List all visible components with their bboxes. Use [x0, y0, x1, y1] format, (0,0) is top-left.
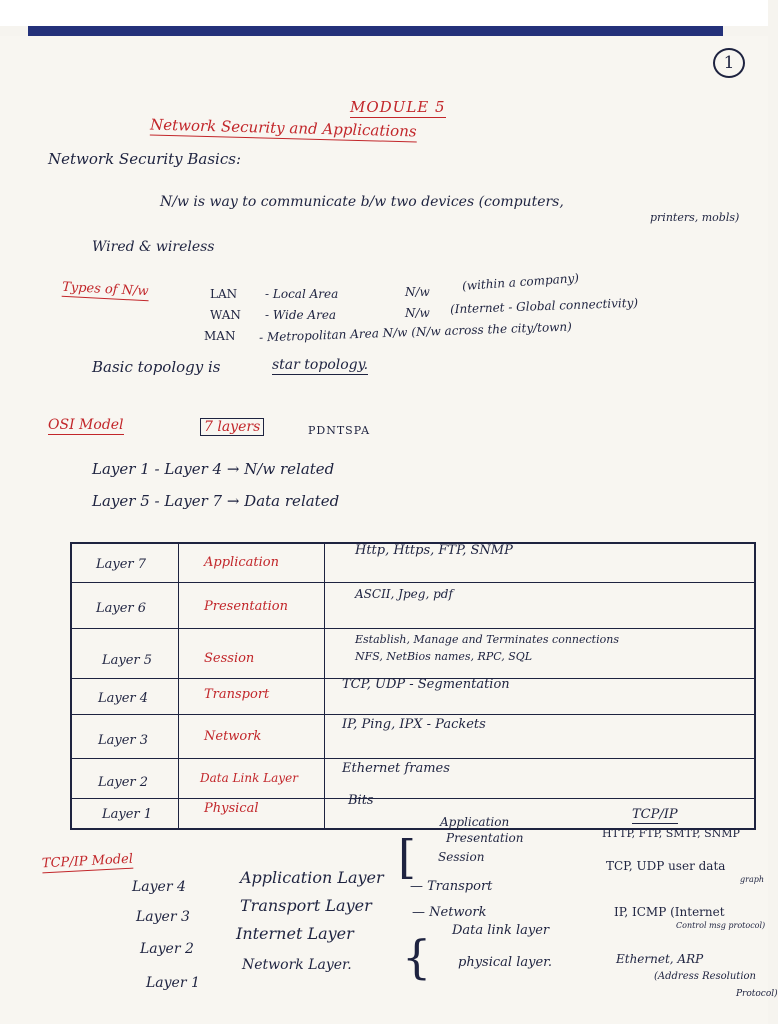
table-cell-layer: Layer 4: [98, 691, 149, 706]
osi-layer-range-2: Layer 5 - Layer 7 → Data related: [92, 492, 340, 510]
table-cell-name: Physical: [204, 801, 259, 816]
table-cell-protocols: TCP, UDP - Segmentation: [342, 677, 510, 692]
tcpip-application-layer: Application Layer: [240, 868, 384, 887]
tcpip-map-network: — Network: [412, 905, 487, 920]
type-row-wan-note: (Internet - Global connectivity): [449, 295, 639, 317]
type-row-lan-desc: - Local Area: [265, 287, 339, 301]
notebook-page: [0, 36, 768, 1024]
brace-bottom-item: Data link layer: [452, 923, 550, 938]
tcpip-model-label: TCP/IP Model: [41, 851, 134, 872]
table-cell-layer: Layer 1: [102, 807, 153, 822]
table-cell-protocols: ASCII, Jpeg, pdf: [355, 587, 453, 601]
topology-value: star topology.: [272, 357, 369, 373]
table-cell-protocols: Ethernet frames: [342, 761, 450, 776]
tcpip-layer-3: Layer 3: [136, 909, 190, 925]
table-cell-protocols: IP, Ping, IPX - Packets: [342, 717, 486, 732]
basics-definition-cont: printers, mobls): [650, 211, 740, 224]
table-cell-name: Session: [204, 651, 255, 666]
brace-bottom-item: physical layer.: [458, 955, 553, 970]
table-cell-layer: Layer 7: [96, 557, 147, 572]
table-cell-layer: Layer 3: [98, 733, 149, 748]
tcpip-heading: TCP/IP: [632, 807, 678, 822]
tcpip-protocols-layer-2-note: Control msg protocol): [676, 921, 766, 930]
type-row-man-code: MAN: [204, 329, 236, 343]
table-cell-name: Presentation: [204, 599, 288, 614]
brace-top-item: Application: [440, 815, 510, 829]
table-cell-layer: Layer 2: [98, 775, 149, 790]
top-margin: [0, 0, 768, 26]
table-cell-protocols: Establish, Manage and Terminates connections: [355, 633, 619, 646]
table-row: [72, 582, 754, 629]
tcpip-protocols-layer-1-note: (Address Resolution: [654, 971, 756, 982]
type-row-wan-code: WAN: [210, 308, 241, 322]
notebook-binding-strip: [28, 26, 723, 36]
module-subtitle: Network Security and Applications: [149, 115, 417, 141]
table-cell-protocols-2: NFS, NetBios names, RPC, SQL: [355, 650, 533, 663]
tcpip-protocols-layer-2: IP, ICMP (Internet: [614, 905, 725, 919]
tcpip-map-transport: — Transport: [410, 879, 493, 894]
tcpip-layer-2: Layer 2: [140, 941, 194, 957]
table-cell-protocols: Bits: [348, 793, 374, 808]
wired-wireless-note: Wired & wireless: [92, 239, 215, 255]
tcpip-layer-4: Layer 4: [132, 879, 186, 895]
topology-text: Basic topology is: [92, 358, 221, 376]
osi-mnemonic: PDNTSPA: [308, 424, 371, 437]
table-cell-name: Network: [204, 729, 262, 744]
osi-layer-range-1: Layer 1 - Layer 4 → N/w related: [92, 460, 335, 478]
osi-seven-layers-box: 7 layers: [200, 418, 264, 436]
osi-model-label: OSI Model: [48, 417, 124, 433]
type-row-lan-code: LAN: [210, 287, 238, 301]
tcpip-internet-layer: Internet Layer: [236, 924, 354, 943]
brace-top-item: Presentation: [446, 831, 524, 845]
tcpip-protocols-layer-4: HTTP, FTP, SMTP, SNMP: [602, 827, 740, 840]
table-cell-name: Application: [204, 555, 279, 570]
table-row: [72, 544, 754, 583]
types-of-nw-label: Types of N/w: [61, 279, 149, 300]
table-cell-name: Data Link Layer: [200, 771, 298, 785]
table-cell-protocols: Http, Https, FTP, SNMP: [355, 543, 513, 558]
table-row: [72, 758, 754, 799]
table-row: [72, 714, 754, 759]
tcpip-protocols-layer-1: Ethernet, ARP: [616, 952, 704, 966]
type-row-lan-note: (within a company): [461, 270, 580, 294]
table-cell-layer: Layer 6: [96, 601, 147, 616]
tcpip-network-layer: Network Layer.: [242, 957, 352, 973]
brace-top-icon: [: [398, 830, 416, 884]
tcpip-protocols-layer-1-note-2: Protocol): [736, 989, 778, 999]
type-row-man-desc: - Metropolitan Area N/w (N/w across the city/town): [258, 319, 573, 345]
table-cell-layer: Layer 5: [102, 653, 153, 668]
osi-layer-table: [70, 542, 756, 830]
table-row: [72, 628, 754, 679]
tcpip-protocols-layer-3: TCP, UDP user data: [606, 859, 726, 873]
module-title: MODULE 5: [350, 98, 446, 116]
table-cell-name: Transport: [204, 687, 270, 702]
basics-definition: N/w is way to communicate b/w two devices (computers,: [160, 194, 564, 210]
type-row-wan-desc: - Wide Area: [265, 308, 337, 322]
tcpip-protocols-layer-3-note: graph: [740, 875, 764, 884]
table-row: [72, 678, 754, 715]
type-row-lan-nw: N/w: [405, 285, 430, 299]
brace-bottom-icon: {: [402, 930, 432, 984]
brace-top-item: Session: [438, 850, 485, 864]
tcpip-layer-1: Layer 1: [146, 975, 200, 991]
type-row-wan-nw: N/w: [405, 306, 430, 320]
page-number: 1: [713, 48, 745, 78]
tcpip-transport-layer: Transport Layer: [240, 896, 372, 915]
basics-heading: Network Security Basics:: [48, 150, 241, 168]
